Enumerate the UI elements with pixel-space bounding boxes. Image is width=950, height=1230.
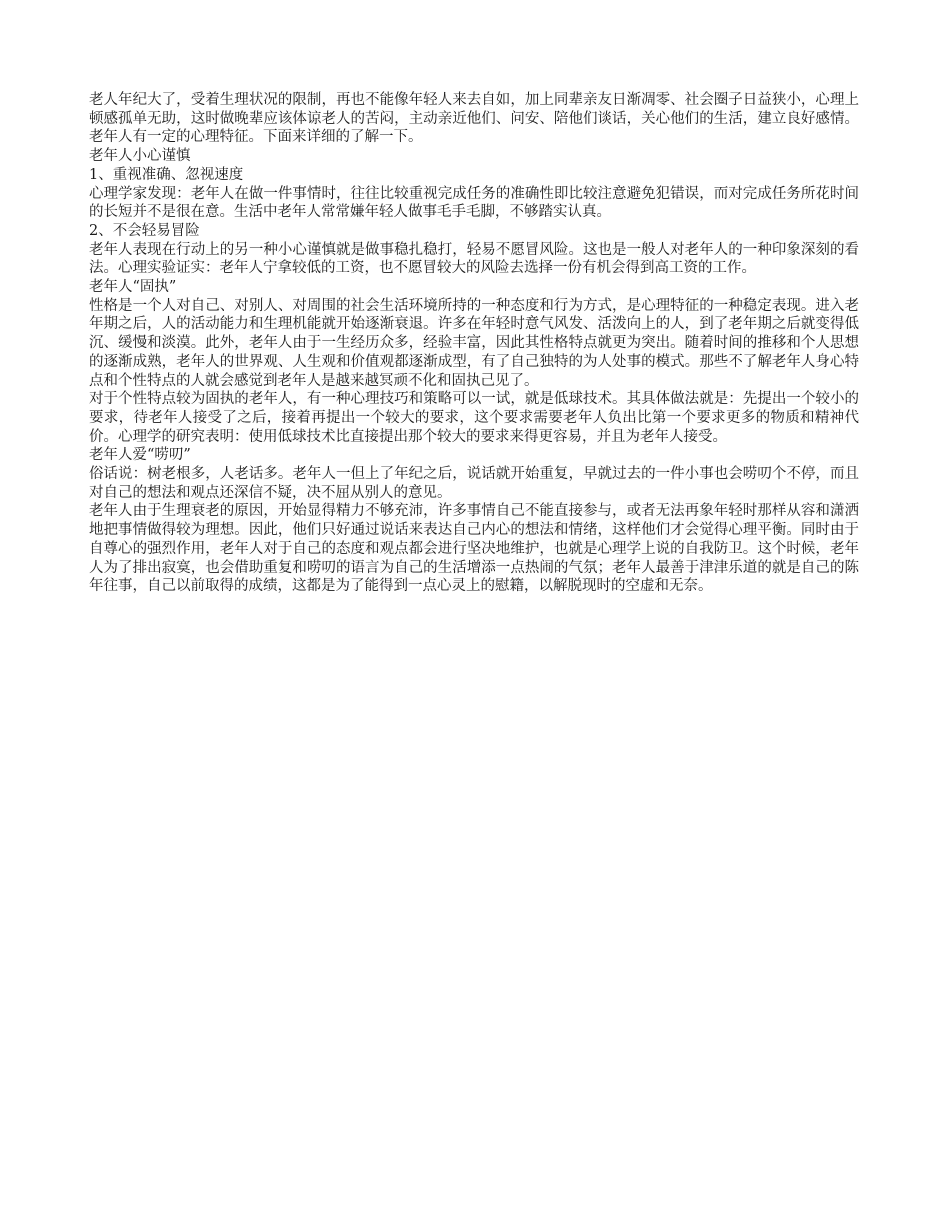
paragraph-risk: 老年人表现在行动上的另一种小心谨慎就是做事稳扎稳打，轻易不愿冒风险。这也是一般人对老年人的一种印象深刻的看法。心理实验证实：老年人宁拿较低的工资，也不愿冒较大的风险去选择一份有机会得到高工资的工作。 — [89, 241, 859, 277]
intro-paragraph: 老人年纪大了，受着生理状况的限制，再也不能像年轻人来去自如，加上同辈亲友日渐凋零、社会圈子日益狭小，心理上顿感孤单无助，这时做晚辈应该体谅老人的苦闷，主动亲近他们、问安、陪他们谈话，关心他们的生活，建立良好感情。老年人有一定的心理特征。下面来详细的了解一下。 — [89, 92, 859, 146]
subsection-heading-risk: 2、不会轻易冒险 — [89, 222, 200, 239]
paragraph-stubborn-1: 性格是一个人对自己、对别人、对周围的社会生活环境所持的一种态度和行为方式，是心理特征的一种稳定表现。进入老年期之后，人的活动能力和生理机能就开始逐渐衰退。许多在年轻时意气风发、活泼向上的人，到了老年期之后就变得低沉、缓慢和淡漠。此外，老年人由于一生经历众多，经验丰富，因此其性格特点就更为突出。随着时间的推移和个人思想的逐渐成熟，老年人的世界观、人生观和价值观都逐渐成型，有了自己独特的为人处事的模式。那些不了解老年人身心特点和个性特点的人就会感觉到老年人是越来越冥顽不化和固执己见了。 — [89, 297, 859, 389]
section-heading-careful: 老年人小心谨慎 — [89, 148, 191, 165]
paragraph-nagging-1: 俗话说：树老根多，人老话多。老年人一但上了年纪之后，说话就开始重复，早就过去的一件小事也会唠叨个不停，而且对自己的想法和观点还深信不疑，决不屈从别人的意见。 — [89, 466, 859, 501]
section-heading-nagging: 老年人爱“唠叨” — [89, 447, 191, 464]
paragraph-accuracy: 心理学家发现：老年人在做一件事情时，往往比较重视完成任务的准确性即比较注意避免犯错误，而对完成任务所花时间的长短并不是很在意。生活中老年人常常嫌年轻人做事毛手毛脚，不够踏实认真。 — [89, 185, 859, 221]
paragraph-stubborn-2: 对于个性特点较为固执的老年人，有一种心理技巧和策略可以一试，就是低球技术。其具体做法就是：先提出一个较小的要求，待老年人接受了之后，接着再提出一个较大的要求，这个要求需要老年人负出比第一个要求更多的物质和精神代价。心理学的研究表明：使用低球技术比直接提出那个较大的要求来得更容易，并且为老年人接受。 — [89, 391, 859, 445]
section-heading-stubborn: 老年人“固执” — [89, 279, 177, 296]
article-body — [89, 91, 859, 596]
paragraph-nagging-2: 老年人由于生理衰老的原因，开始显得精力不够充沛，许多事情自己不能直接参与，或者无法再象年轻时那样从容和潇洒地把事情做得较为理想。因此，他们只好通过说话来表达自己内心的想法和情绪，这样他们才会觉得心理平衡。同时由于自尊心的强烈作用，老年人对于自己的态度和观点都会进行坚决地维护，也就是心理学上说的自我防卫。这个时候，老年人为了排出寂寞，也会借助重复和唠叨的语言为自己的生活增添一点热闹的气氛；老年人最善于津津乐道的就是自己的陈年往事，自己以前取得的成绩，这都是为了能得到一点心灵上的慰籍，以解脱现时的空虚和无奈。 — [89, 503, 859, 595]
subsection-heading-accuracy: 1、重视准确、忽视速度 — [89, 166, 244, 183]
